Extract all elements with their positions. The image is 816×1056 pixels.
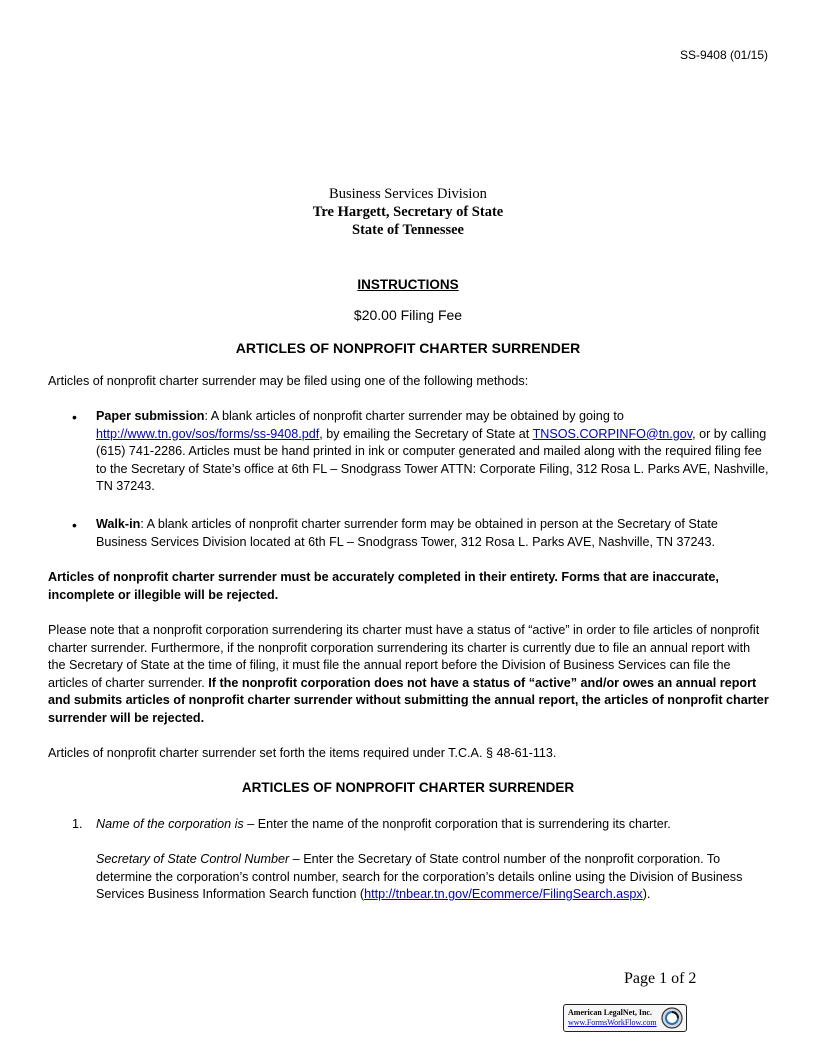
walk-in-item bbox=[96, 516, 772, 551]
item-corporation-name bbox=[96, 816, 772, 834]
control-number-text: – Enter the Secretary of State control number of the nonprofit corporation. To determine the corporation’s control number, search for the corporation’s details online using the Division of Business Services Business Information Search function ( bbox=[96, 852, 743, 901]
form-pdf-link[interactable]: http://www.tn.gov/sos/forms/ss-9408.pdf bbox=[96, 426, 320, 441]
status-note-bold: If the nonprofit corporation does not have a status of “active” and/or owes an annual report and submits articles of nonprofit charter surrender without submitting the annual report, the articles of nonprofit charter surrender will be rejected. bbox=[48, 675, 769, 725]
filing-fee: $20.00 Filing Fee bbox=[353, 307, 463, 323]
control-number-label: Secretary of State Control Number bbox=[96, 852, 290, 866]
bullet-dot-icon: • bbox=[72, 517, 77, 533]
instructions-heading: INSTRUCTIONS bbox=[357, 277, 459, 292]
legalnet-badge[interactable] bbox=[563, 1004, 687, 1032]
section-title: ARTICLES OF NONPROFIT CHARTER SURRENDER bbox=[241, 780, 575, 795]
page-number: Page 1 of 2 bbox=[624, 970, 697, 987]
status-note bbox=[48, 622, 770, 727]
statute-text: Articles of nonprofit charter surrender set forth the items required under T.C.A. § 48-61-113. bbox=[48, 746, 557, 760]
badge-company: American LegalNet, Inc. bbox=[568, 1008, 652, 1017]
intro-text: Articles of nonprofit charter surrender may be filed using one of the following methods: bbox=[48, 374, 529, 388]
control-number-end: ). bbox=[642, 887, 651, 901]
paper-submission-text-3: , or by calling (615) 741-2286. Articles must be hand printed in ink or computer generated and mailed along with the required filing fee to the Secretary of State’s office at 6th FL – Snodgrass Tower ATTN: Corporate Filing, 312 Rosa L. Parks AVE, Nashville, TN 37243. bbox=[96, 426, 769, 493]
filing-search-link[interactable]: http://tnbear.tn.gov/Ecommerce/FilingSearch.aspx bbox=[364, 887, 643, 901]
badge-url[interactable]: www.FormsWorkFlow.com bbox=[568, 1018, 657, 1027]
control-number-item bbox=[96, 851, 772, 904]
document-title: ARTICLES OF NONPROFIT CHARTER SURRENDER bbox=[235, 340, 581, 356]
paper-submission-text-1: : A blank articles of nonprofit charter surrender may be obtained by going to bbox=[204, 409, 624, 423]
status-note-text: Please note that a nonprofit corporation surrendering its charter must have a status of “active” in order to file articles of nonprofit charter surrender. Furthermore, if the nonprofit corporation surrendering its charter is currently due to file an annual report with the Secretary of State at the time of filing, it must file the annual report before the Division of Business Services can file the articles of charter surrender. bbox=[48, 623, 760, 690]
item-text: – Enter the name of the nonprofit corporation that is surrendering its charter. bbox=[243, 817, 671, 831]
item-label: Name of the corporation is bbox=[96, 817, 244, 831]
warning-text: Articles of nonprofit charter surrender must be accurately completed in their entirety. Forms that are inaccurate, incomplete or illegible will be rejected. bbox=[48, 570, 719, 602]
paper-submission-label: Paper submission bbox=[96, 409, 205, 423]
division-heading: Business Services Division bbox=[329, 186, 487, 202]
paper-submission-text-2: , by emailing the Secretary of State at bbox=[319, 426, 533, 441]
email-link[interactable]: TNSOS.CORPINFO@tn.gov bbox=[532, 426, 693, 441]
globe-logo-icon bbox=[661, 1007, 683, 1029]
item-number: 1. bbox=[72, 817, 83, 831]
walk-in-text: : A blank articles of nonprofit charter surrender form may be obtained in person at the Secretary of State Business Services Division located at 6th FL – Snodgrass Tower, 312 Rosa L. Parks AVE, Nashville, TN 37243. bbox=[96, 517, 718, 549]
paper-submission-item bbox=[96, 408, 772, 496]
secretary-heading: Tre Hargett, Secretary of State bbox=[312, 204, 504, 220]
walk-in-label: Walk-in bbox=[96, 517, 141, 531]
form-id: SS-9408 (01/15) bbox=[679, 48, 768, 62]
bullet-dot-icon: • bbox=[72, 409, 77, 425]
state-heading: State of Tennessee bbox=[352, 222, 464, 238]
